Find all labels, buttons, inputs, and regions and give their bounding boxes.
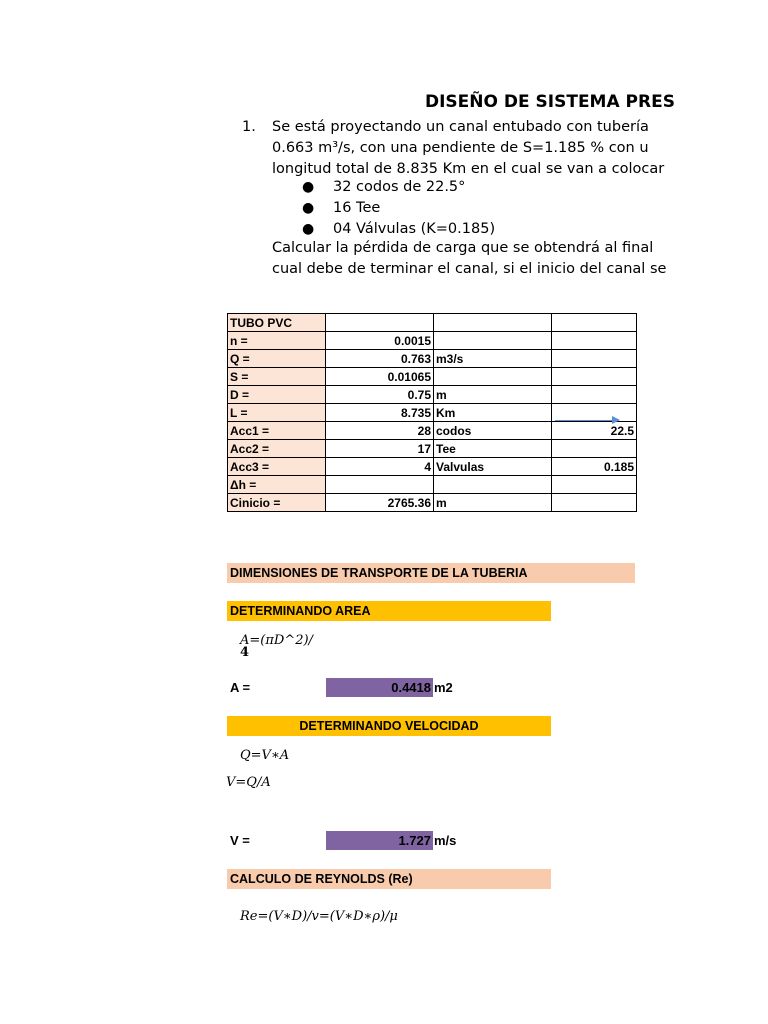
table-row [228,440,637,458]
row-extra [552,314,637,332]
problem-number: 1. [242,119,256,135]
row-unit [434,368,552,386]
row-value: 17 [326,440,434,458]
problem-line: longitud total de 8.835 Km en el cual se van a colocar [272,161,665,177]
table-row [228,386,637,404]
row-label: n = [228,332,326,350]
bullet-item: 04 Válvulas (K=0.185) [333,221,496,237]
problem-line: Se está proyectando un canal entubado con tubería [272,119,649,135]
row-label: Cinicio = [228,494,326,512]
row-value: 0.01065 [326,368,434,386]
row-label: D = [228,386,326,404]
velocity-value: 1.727 [326,831,433,850]
area-label: A = [230,680,251,695]
row-unit [434,476,552,494]
formula-area: A=(πD^2)/ [240,633,313,648]
row-value: 0.763 [326,350,434,368]
row-unit: m [434,386,552,404]
row-extra: 0.185 [552,458,637,476]
row-unit [434,314,552,332]
arrow-line [555,420,619,421]
row-unit: Km [434,404,552,422]
row-label: Q = [228,350,326,368]
row-extra: 22.5 [552,422,637,440]
table-row [228,332,637,350]
formula-q: Q=V∗A [240,748,290,763]
row-extra [552,368,637,386]
velocity-unit: m/s [434,833,457,848]
table-row [228,368,637,386]
velocity-label: V = [230,833,250,848]
row-extra [552,476,637,494]
row-value: 4 [326,458,434,476]
problem-line: 0.663 m³/s, con una pendiente de S=1.185 % con u [272,140,649,156]
table-row [228,422,637,440]
row-label: Acc3 = [228,458,326,476]
section-reynolds: CALCULO DE REYNOLDS (Re) [227,869,551,889]
table-row [228,314,637,332]
table-row [228,404,637,422]
row-value: 28 [326,422,434,440]
arrow-right-icon [612,416,620,424]
row-label: Δh = [228,476,326,494]
bullet-icon: ● [302,200,315,216]
problem-statement [0,0,675,300]
bullet-icon: ● [302,179,315,195]
row-extra [552,386,637,404]
row-extra [552,350,637,368]
row-unit: codos [434,422,552,440]
bullet-item: 16 Tee [333,200,381,216]
section-dimensiones: DIMENSIONES DE TRANSPORTE DE LA TUBERIA [227,563,635,583]
row-value: 2765.36 [326,494,434,512]
row-value: 8.735 [326,404,434,422]
row-unit: m3/s [434,350,552,368]
pvc-data-table [227,313,637,512]
row-value: 0.75 [326,386,434,404]
row-extra [552,494,637,512]
row-unit: Tee [434,440,552,458]
table-row [228,476,637,494]
row-unit: Valvulas [434,458,552,476]
table-row [228,458,637,476]
row-extra [552,332,637,350]
formula-v: V=Q/A [226,775,271,790]
row-value [326,476,434,494]
row-extra [552,404,637,422]
formula-reynolds: Re=(V∗D)/v=(V∗D∗ρ)/μ [240,909,398,924]
problem-line: Calcular la pérdida de carga que se obtendrá al final [272,240,654,256]
section-velocidad: DETERMINANDO VELOCIDAD [227,716,551,736]
row-label: L = [228,404,326,422]
row-label: Acc1 = [228,422,326,440]
row-value [326,314,434,332]
row-value: 0.0015 [326,332,434,350]
table-row [228,494,637,512]
area-unit: m2 [434,680,453,695]
bullet-icon: ● [302,221,315,237]
formula-area-denominator: 4 [240,645,250,660]
row-extra [552,440,637,458]
table-row [228,350,637,368]
row-label: TUBO PVC [228,314,326,332]
section-area: DETERMINANDO AREA [227,601,551,621]
row-unit [434,332,552,350]
row-unit: m [434,494,552,512]
bullet-item: 32 codos de 22.5° [333,179,466,195]
row-label: Acc2 = [228,440,326,458]
row-label: S = [228,368,326,386]
problem-line: cual debe de terminar el canal, si el inicio del canal se [272,261,667,277]
area-value: 0.4418 [326,678,433,697]
page-title: DISEÑO DE SISTEMA PRES [425,92,675,112]
